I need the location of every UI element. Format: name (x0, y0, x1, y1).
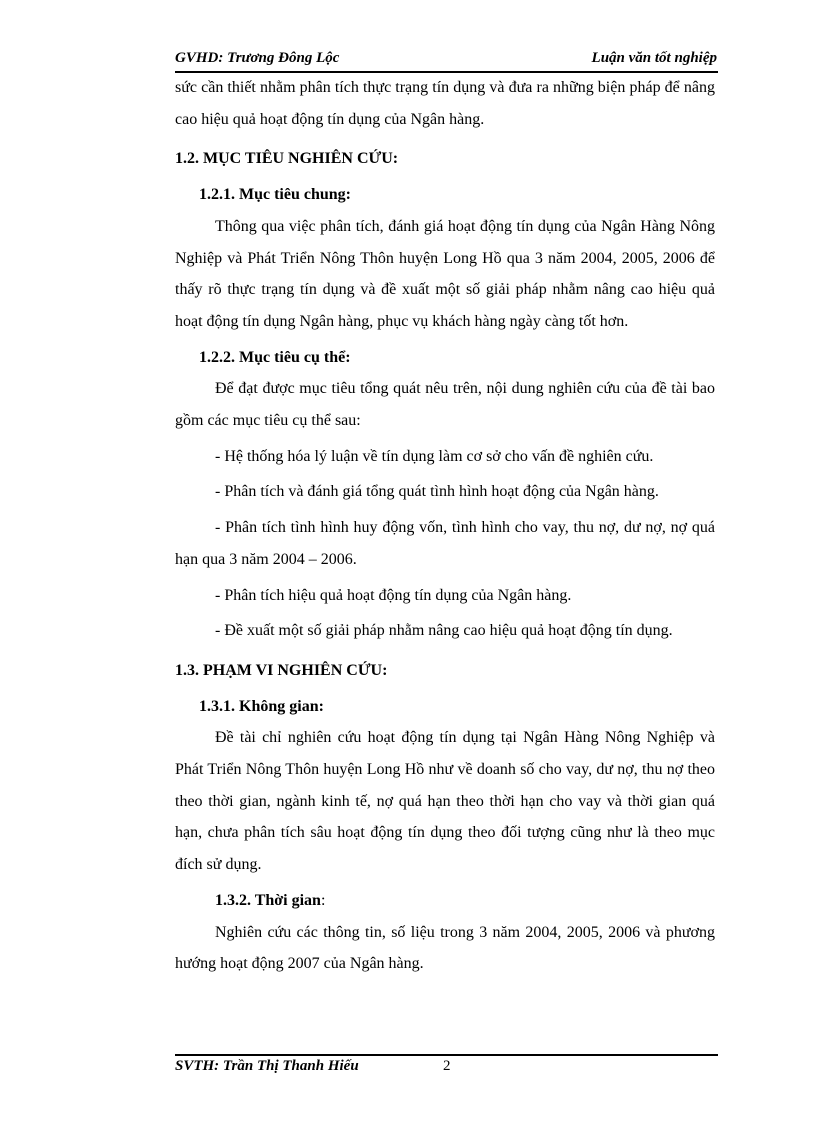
intro-paragraph: sức cần thiết nhằm phân tích thực trạng tín dụng và đưa ra những biện pháp để nâng cao hiệu quả hoạt động tín dụng của Ngân hàng. (175, 79, 715, 128)
section-1-2-2-paragraph: Để đạt được mục tiêu tổng quát nêu trên, nội dung nghiên cứu của đề tài bao gồm các mục tiêu cụ thể sau: (175, 380, 715, 430)
objective-item: - Phân tích và đánh giá tổng quát tình hình hoạt động của Ngân hàng. (215, 483, 659, 501)
objective-item: - Phân tích tình hình huy động vốn, tình hình cho vay, thu nợ, dư nợ, nợ quá hạn qua 3 năm 2004 – 2006. (175, 519, 715, 568)
section-1-3-2-title: 1.3.2. Thời gian (215, 891, 321, 909)
objective-item: - Đề xuất một số giải pháp nhằm nâng cao hiệu quả hoạt động tín dụng. (215, 622, 673, 640)
page-header (175, 50, 717, 72)
header-advisor: GVHD: Trương Đông Lộc (175, 50, 340, 66)
page-number: 2 (443, 1058, 451, 1074)
page-footer (175, 1058, 717, 1080)
section-1-3-2-paragraph: Nghiên cứu các thông tin, số liệu trong 3 năm 2004, 2005, 2006 và phương hướng hoạt động 2007 của Ngân hàng. (175, 923, 715, 973)
section-1-3-2-colon: : (320, 891, 326, 909)
objective-item: - Phân tích hiệu quả hoạt động tín dụng của Ngân hàng. (215, 586, 572, 604)
section-1-2-1-paragraph: Thông qua việc phân tích, đánh giá hoạt động tín dụng của Ngân Hàng Nông Nghiệp và Phát Triển Nông Thôn huyện Long Hồ qua 3 năm 2004, 2005, 2006 để thấy rõ thực trạng tín dụng và đề xuất một số giải pháp nhằm nâng cao hiệu quả hoạt động tín dụng Ngân hàng, phục vụ khách hàng ngày càng tốt hơn. (175, 217, 715, 330)
footer-student: SVTH: Trần Thị Thanh Hiếu (175, 1058, 359, 1074)
section-1-2-heading: 1.2. MỤC TIÊU NGHIÊN CỨU: (175, 150, 399, 168)
page-content (175, 72, 715, 980)
section-1-2-2-heading: 1.2.2. Mục tiêu cụ thể: (199, 348, 351, 366)
section-1-3-heading: 1.3. PHẠM VI NGHIÊN CỨU: (175, 661, 388, 679)
footer-rule (175, 1054, 718, 1056)
section-1-2-1-heading: 1.2.1. Mục tiêu chung: (199, 186, 351, 204)
section-1-3-2-heading (175, 885, 715, 917)
objective-item: - Hệ thống hóa lý luận về tín dụng làm cơ sở cho vấn đề nghiên cứu. (215, 447, 654, 465)
section-1-3-1-paragraph: Đề tài chỉ nghiên cứu hoạt động tín dụng tại Ngân Hàng Nông Nghiệp và Phát Triển Nông Thôn huyện Long Hồ như về doanh số cho vay, dư nợ, thu nợ theo theo thời gian, ngành kinh tế, nợ quá hạn theo thời hạn cho vay và thời gian quá hạn, chưa phân tích sâu hoạt động tín dụng theo đối tượng cũng như là theo mục đích sử dụng. (175, 729, 715, 874)
section-1-3-1-heading: 1.3.1. Không gian: (199, 697, 324, 715)
header-title: Luận văn tốt nghiệp (591, 50, 717, 66)
